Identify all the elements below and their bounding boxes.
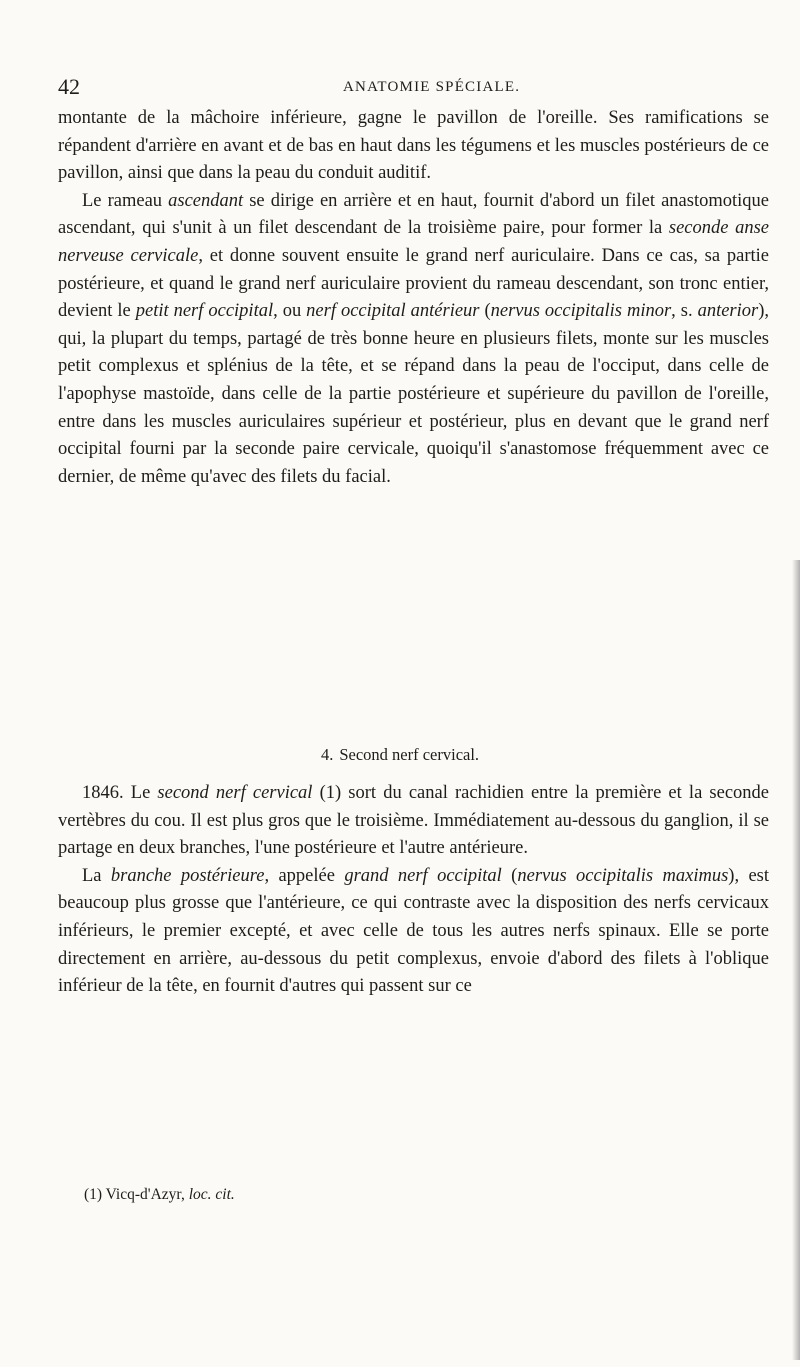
paragraph-second-nerf: 1846. Le second nerf cervical (1) sort du canal rachidien entre la première et la seconde vertèbres du cou. Il est plus gros que le troisième. Immédiatement au-dessous du ganglion, il se partage en deux branches, l'une postérieure et l'autre antérieure. bbox=[58, 783, 770, 859]
body-text-top bbox=[58, 105, 769, 491]
page-number: 42 bbox=[58, 74, 80, 99]
section-number: 4. bbox=[320, 745, 334, 764]
page-header bbox=[58, 74, 738, 104]
body-text-bottom bbox=[58, 780, 769, 1001]
page-edge-shadow bbox=[792, 560, 800, 1360]
footnote: (1) Vicq-d'Azyr, loc. cit. bbox=[84, 1186, 235, 1203]
section-heading bbox=[0, 745, 800, 765]
paragraph-continuation: montante de la mâchoire inférieure, gagne le pavillon de l'oreille. Ses ramifications se répandent d'arrière en avant et de bas en haut dans les tégumens et les muscles postérieurs de ce pavillon, ainsi que dans la peau du conduit auditif. bbox=[58, 108, 769, 184]
paragraph-branche-posterieure: La branche postérieure, appelée grand nerf occipital (nervus occipitalis maximus), est beaucoup plus grosse que l'antérieure, ce qui contraste avec la disposition des nerfs cervicaux inférieurs, le premier excepté, et avec celle de tous les autres nerfs spinaux. Elle se porte directement en arrière, au-dessous du petit complexus, envoie d'abord des filets à l'oblique inférieur de la tête, en fournit d'autres qui passent sur ce bbox=[58, 865, 769, 997]
running-head: ANATOMIE SPÉCIALE. bbox=[343, 79, 521, 95]
section-title: Second nerf cervical. bbox=[339, 745, 480, 764]
paragraph-rameau-ascendant: Le rameau ascendant se dirige en arrière et en haut, fournit d'abord un filet anastomotique ascendant, qui s'unit à un filet descendant de la troisième paire, pour former la seconde anse nerveuse cervicale, et donne souvent ensuite le grand nerf auriculaire. Dans ce cas, sa partie postérieure, et quand le grand nerf auriculaire provient du rameau descendant, son tronc entier, devient le petit nerf occipital, ou nerf occipital antérieur (nervus occipitalis minor, s. anterior), qui, la plupart du temps, partagé de très bonne heure en plusieurs filets, monte sur les muscles petit complexus et splénius de la tête, et se répand dans la peau de l'occiput, dans celle de l'apophyse mastoïde, dans celle de la partie postérieure et supérieure du pavillon de l'oreille, entre dans les muscles auriculaires supérieur et postérieur, plus en devant que le grand nerf occipital fourni par la seconde paire cervicale, quoiqu'il s'anastomose fréquemment avec ce dernier, de même qu'avec des filets du facial. bbox=[58, 190, 769, 487]
